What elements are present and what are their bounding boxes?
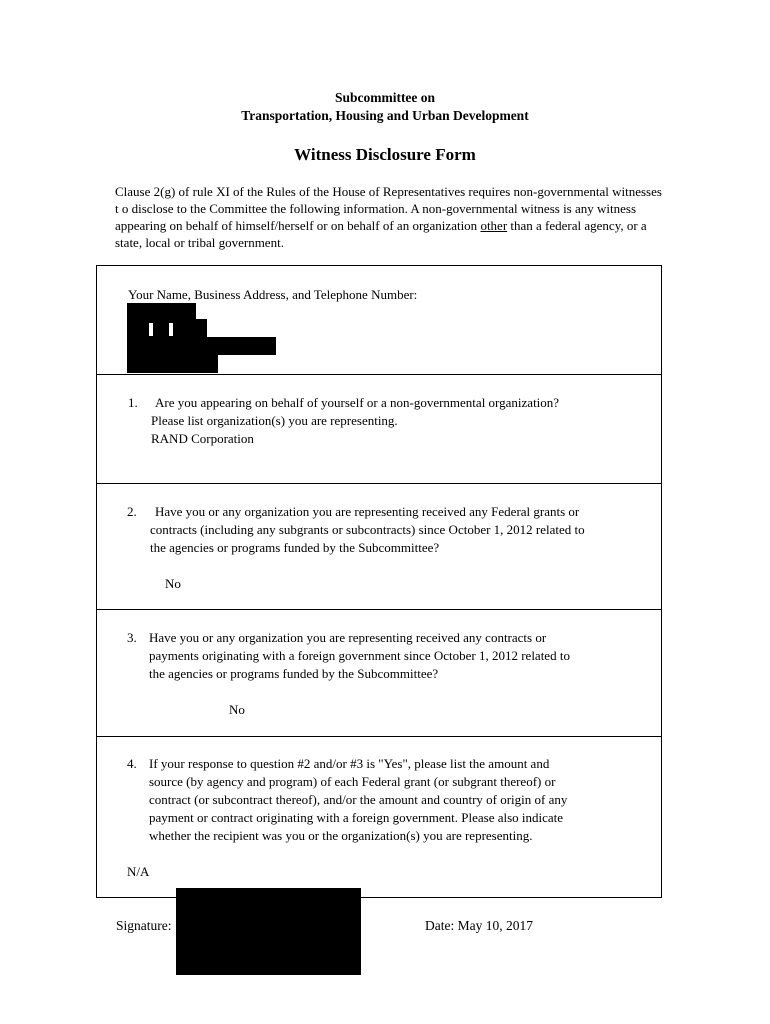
signature-label: Signature:	[116, 918, 172, 933]
q1-answer: RAND Corporation	[151, 431, 254, 446]
q2-answer: No	[165, 576, 181, 591]
q2-line1: Have you or any organization you are representing received any Federal grants or	[155, 504, 580, 519]
redacted-signature-block	[176, 888, 361, 975]
divider-3	[97, 609, 661, 610]
q2-line3: the agencies or programs funded by the Subcommittee?	[150, 540, 440, 555]
intro-text-1: Clause 2(g) of rule XI of the Rules of the House of Representatives requires non-governmental witnesses t o disclose to the Committee the following information. A non-governmental witness is any witness appearing on behalf of himself/herself or on behalf of an organization	[115, 184, 662, 233]
q4-answer: N/A	[127, 864, 150, 879]
divider-1	[97, 374, 661, 375]
q3-answer: No	[229, 702, 245, 717]
q4-line3: contract (or subcontract thereof), and/or the amount and country of origin of any	[149, 792, 568, 807]
q4-number: 4.	[127, 756, 137, 771]
name-address-label: Your Name, Business Address, and Telephone Number:	[128, 287, 418, 302]
q2-number: 2.	[127, 504, 137, 519]
q1-number: 1.	[128, 395, 138, 410]
redacted-address-block	[196, 337, 276, 355]
redacted-phone-block	[196, 355, 218, 373]
intro-text-2: than a federal agency, or a state, local or tribal government.	[115, 218, 647, 250]
q1-line2: Please list organization(s) you are representing.	[151, 413, 398, 428]
q3-line2: payments originating with a foreign government since October 1, 2012 related to	[149, 648, 570, 663]
redacted-name-block-ext	[196, 319, 207, 337]
redacted-name-block	[127, 303, 196, 373]
redaction-gap-2	[169, 323, 173, 336]
form-title: Witness Disclosure Form	[294, 145, 476, 164]
redaction-gap-1	[149, 323, 153, 336]
q4-line1: If your response to question #2 and/or #3 is "Yes", please list the amount and	[149, 756, 550, 771]
q2-line2: contracts (including any subgrants or subcontracts) since October 1, 2012 related to	[150, 522, 585, 537]
disclosure-form-table	[96, 265, 662, 898]
divider-4	[97, 736, 661, 737]
date-label: Date: May 10, 2017	[425, 918, 533, 933]
q4-line2: source (by agency and program) of each Federal grant (or subgrant thereof) or	[149, 774, 556, 789]
q3-line1: Have you or any organization you are representing received any contracts or	[149, 630, 547, 645]
divider-2	[97, 483, 661, 484]
q3-number: 3.	[127, 630, 137, 645]
q1-line1: Are you appearing on behalf of yourself or a non-governmental organization?	[155, 395, 560, 410]
subcommittee-name: Transportation, Housing and Urban Development	[241, 108, 529, 123]
q3-line3: the agencies or programs funded by the Subcommittee?	[149, 666, 439, 681]
q4-line4: payment or contract originating with a foreign government. Please also indicate	[149, 810, 564, 825]
intro-underlined-word: other	[480, 218, 508, 233]
subcommittee-heading: Subcommittee on	[334, 90, 436, 105]
intro-paragraph	[115, 183, 665, 251]
q4-line5: whether the recipient was you or the organization(s) you are representing.	[149, 828, 533, 843]
